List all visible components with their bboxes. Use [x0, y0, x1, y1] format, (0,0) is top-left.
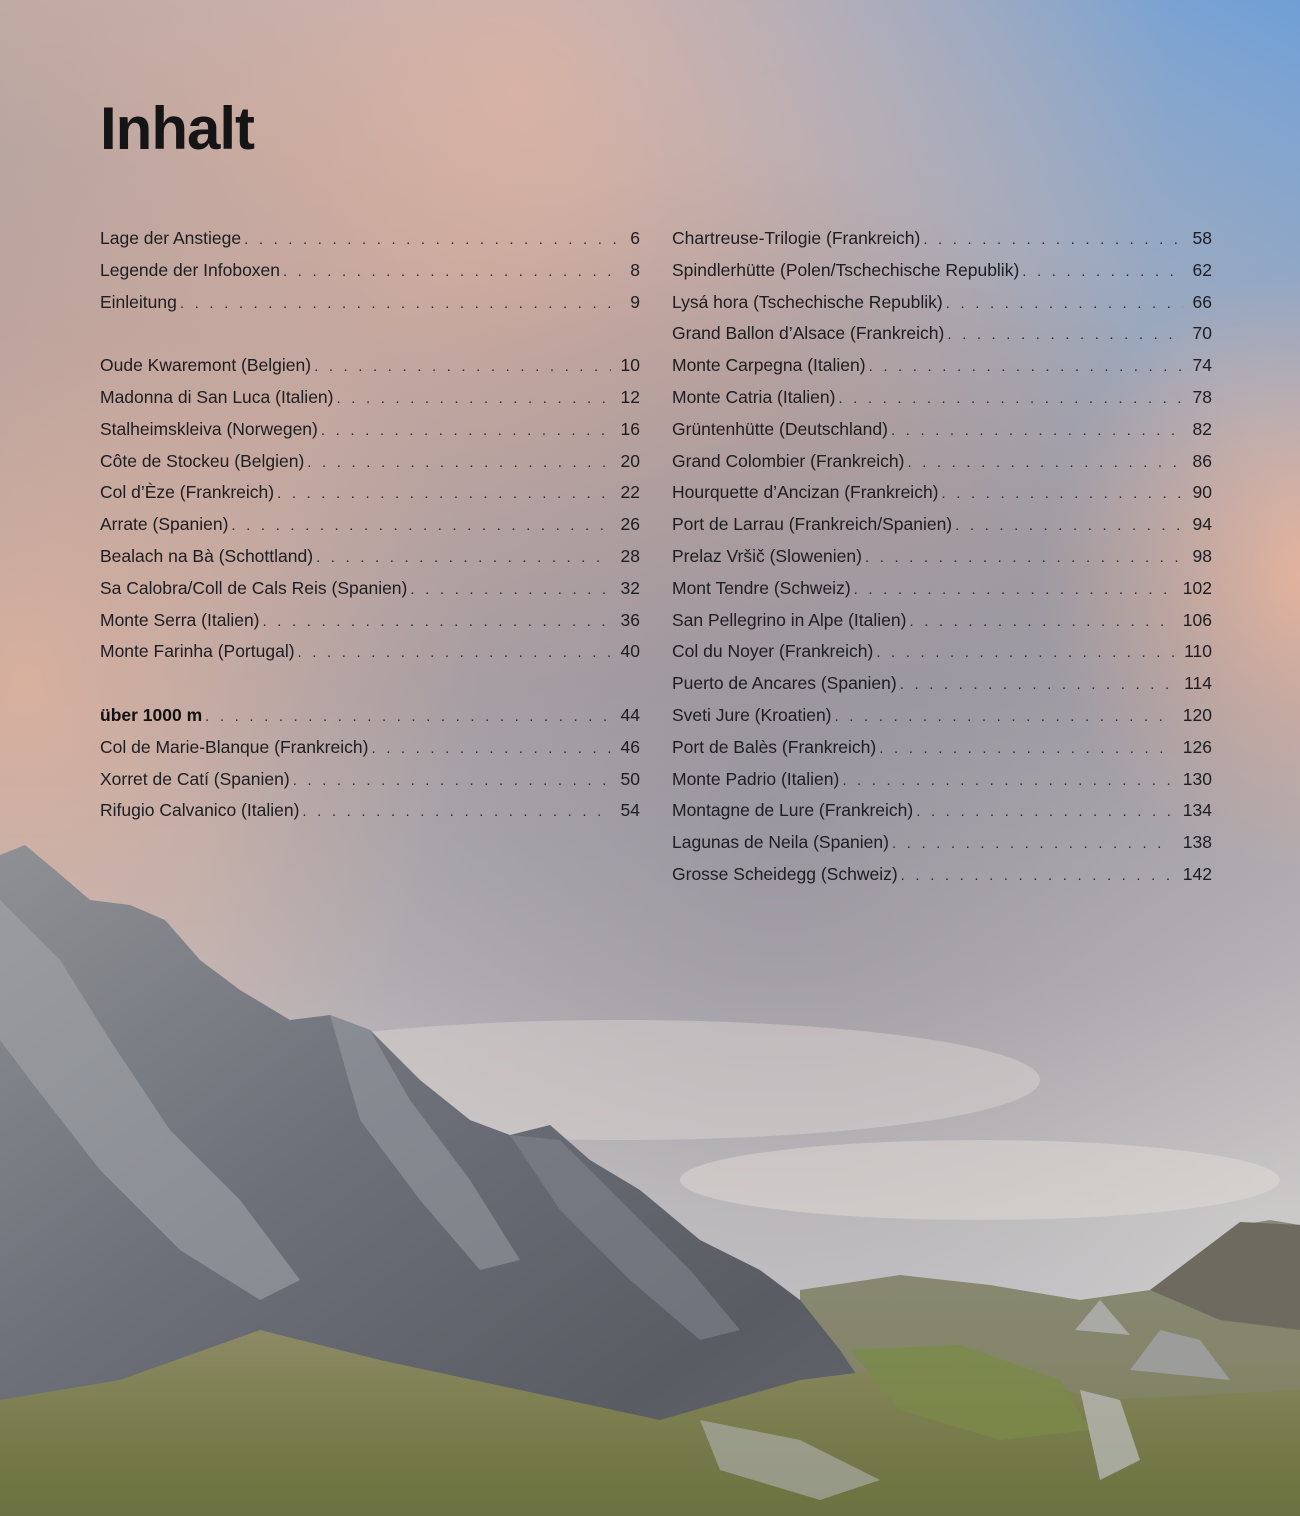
toc-entry-page: 62	[1192, 259, 1212, 280]
toc-entry-title: Monte Padrio (Italien)	[672, 768, 840, 789]
toc-entry[interactable]	[672, 477, 1212, 509]
dot-leader	[909, 606, 1172, 638]
toc-entry-page: 134	[1182, 800, 1212, 821]
dot-leader	[307, 447, 610, 479]
toc-entry-title: Monte Carpegna (Italien)	[672, 355, 866, 376]
toc-entry[interactable]	[100, 541, 640, 573]
toc-entry-page: 142	[1182, 863, 1212, 884]
toc-entry[interactable]	[672, 414, 1212, 446]
toc-entry[interactable]	[672, 446, 1212, 478]
toc-entry-title: Stalheimskleiva (Norwegen)	[100, 418, 318, 439]
toc-entry-page: 26	[620, 514, 640, 535]
toc-entry-page: 8	[630, 259, 640, 280]
toc-entry-title: Port de Larrau (Frankreich/Spanien)	[672, 514, 953, 535]
toc-entry-title: Chartreuse-Trilogie (Frankreich)	[672, 228, 921, 248]
dot-leader	[231, 510, 610, 542]
dot-leader	[321, 415, 611, 447]
toc-entry-page: 28	[620, 545, 640, 566]
toc-entry-page: 40	[620, 641, 640, 662]
toc-entry[interactable]	[672, 732, 1212, 764]
toc-entry[interactable]	[672, 541, 1212, 573]
toc-entry[interactable]	[672, 509, 1212, 541]
toc-entry-page: 70	[1192, 323, 1212, 344]
toc-entry-page: 106	[1182, 609, 1212, 630]
dot-leader	[947, 319, 1182, 351]
toc-entry-page: 44	[620, 704, 640, 725]
toc-entry-title: San Pellegrino in Alpe (Italien)	[672, 609, 907, 630]
toc-entry[interactable]	[672, 859, 1212, 891]
toc-entry-title: Hourquette d’Ancizan (Frankreich)	[672, 482, 939, 503]
toc-entry[interactable]	[672, 605, 1212, 637]
toc-entry-page: 54	[620, 800, 640, 821]
toc-entry[interactable]	[100, 255, 640, 287]
dot-leader	[865, 542, 1183, 574]
toc-entry-page: 66	[1192, 291, 1212, 312]
toc-entry-page: 20	[620, 450, 640, 471]
toc-entry[interactable]	[100, 605, 640, 637]
dot-leader	[298, 637, 611, 669]
toc-entry-page: 78	[1192, 386, 1212, 407]
toc-entry[interactable]	[100, 636, 640, 668]
dot-leader	[316, 542, 610, 574]
toc-entry[interactable]	[672, 827, 1212, 859]
toc-entry[interactable]	[100, 350, 640, 382]
toc-entry-title: Grand Colombier (Frankreich)	[672, 450, 905, 471]
toc-entry-page: 50	[620, 768, 640, 789]
dot-leader	[835, 701, 1173, 733]
toc-entry-title: Spindlerhütte (Polen/Tschechische Republik)	[672, 259, 1020, 280]
toc-entry-page: 114	[1184, 673, 1212, 694]
toc-entry-title: Monte Farinha (Portugal)	[100, 641, 295, 662]
toc-entry-title: Oude Kwaremont (Belgien)	[100, 355, 312, 376]
dot-leader	[293, 765, 611, 797]
toc-entry[interactable]	[672, 223, 1212, 255]
section-spacer	[100, 318, 640, 350]
toc-left-column	[100, 223, 640, 827]
toc-entry-title: Madonna di San Luca (Italien)	[100, 386, 334, 407]
toc-entry[interactable]	[100, 477, 640, 509]
toc-entry-page: 58	[1192, 228, 1212, 248]
toc-entry[interactable]	[100, 382, 640, 414]
dot-leader	[314, 351, 610, 383]
toc-entry-page: 126	[1182, 736, 1212, 757]
dot-leader	[277, 478, 610, 510]
toc-entry-title: Prelaz Vršič (Slowenien)	[672, 545, 862, 566]
toc-entry[interactable]	[672, 350, 1212, 382]
dot-leader	[876, 637, 1174, 669]
toc-entry[interactable]	[100, 446, 640, 478]
toc-entry[interactable]	[100, 414, 640, 446]
toc-entry-page: 32	[620, 577, 640, 598]
toc-entry-title: Monte Serra (Italien)	[100, 609, 260, 630]
dot-leader	[1022, 256, 1182, 288]
toc-entry-title: Grosse Scheidegg (Schweiz)	[672, 863, 898, 884]
toc-entry[interactable]	[100, 287, 640, 319]
toc-entry-title: Mont Tendre (Schweiz)	[672, 577, 851, 598]
toc-entry-title: Lysá hora (Tschechische Republik)	[672, 291, 943, 312]
toc-entry[interactable]	[100, 732, 640, 764]
dot-leader	[302, 796, 610, 828]
toc-right-column	[672, 223, 1212, 891]
dot-leader	[263, 606, 611, 638]
section-spacer	[100, 668, 640, 700]
toc-entry[interactable]	[672, 382, 1212, 414]
toc-entry[interactable]	[100, 573, 640, 605]
dot-leader	[923, 224, 1182, 256]
dot-leader	[892, 828, 1173, 860]
toc-entry-title: Einleitung	[100, 291, 177, 312]
toc-entry-page: 90	[1192, 482, 1212, 503]
dot-leader	[891, 415, 1183, 447]
dot-leader	[205, 701, 610, 733]
toc-entry-page: 22	[620, 482, 640, 503]
toc-entry-title: Xorret de Catí (Spanien)	[100, 768, 290, 789]
toc-entry-title: Côte de Stockeu (Belgien)	[100, 450, 305, 471]
toc-entry[interactable]	[672, 318, 1212, 350]
toc-entry[interactable]	[672, 700, 1212, 732]
toc-entry-title: Lage der Anstiege	[100, 228, 242, 248]
toc-entry-page: 138	[1182, 832, 1212, 853]
toc-entry-title: Legende der Infoboxen	[100, 259, 281, 280]
toc-entry-title: Col d’Èze (Frankreich)	[100, 482, 275, 503]
toc-entry[interactable]	[672, 573, 1212, 605]
dot-leader	[180, 288, 620, 320]
dot-leader	[900, 669, 1174, 701]
toc-entry-page: 6	[630, 228, 640, 248]
toc-entry[interactable]	[672, 287, 1212, 319]
toc-entry-page: 130	[1182, 768, 1212, 789]
toc-entry-page: 9	[630, 291, 640, 312]
dot-leader	[244, 224, 620, 256]
toc-entry[interactable]	[672, 764, 1212, 796]
toc-entry-title: Puerto de Ancares (Spanien)	[672, 673, 897, 694]
toc-entry-page: 10	[620, 355, 640, 376]
toc-entry[interactable]	[100, 764, 640, 796]
page-title: Inhalt	[100, 95, 254, 162]
toc-entry[interactable]	[672, 795, 1212, 827]
dot-leader	[854, 574, 1173, 606]
toc-entry[interactable]	[672, 636, 1212, 668]
toc-entry-page: 82	[1192, 418, 1212, 439]
dot-leader	[869, 351, 1183, 383]
toc-entry-page: 94	[1192, 514, 1212, 535]
dot-leader	[283, 256, 620, 288]
toc-entry[interactable]	[100, 795, 640, 827]
toc-entry-title: Grüntenhütte (Deutschland)	[672, 418, 888, 439]
toc-entry[interactable]	[672, 255, 1212, 287]
toc-entry-page: 98	[1192, 545, 1212, 566]
toc-entry-page: 12	[620, 386, 640, 407]
dot-leader	[842, 765, 1172, 797]
toc-entry-title: Port de Balès (Frankreich)	[672, 736, 877, 757]
dot-leader	[907, 447, 1182, 479]
toc-entry-page: 36	[620, 609, 640, 630]
toc-entry-title: Grand Ballon d’Alsace (Frankreich)	[672, 323, 945, 344]
dot-leader	[371, 733, 610, 765]
dot-leader	[336, 383, 610, 415]
toc-entry-page: 16	[620, 418, 640, 439]
toc-entry-title: Rifugio Calvanico (Italien)	[100, 800, 300, 821]
dot-leader	[916, 796, 1173, 828]
dot-leader	[946, 288, 1183, 320]
toc-section-heading[interactable]	[100, 700, 640, 732]
dot-leader	[410, 574, 610, 606]
toc-entry-title: Sa Calobra/Coll de Cals Reis (Spanien)	[100, 577, 408, 598]
dot-leader	[955, 510, 1182, 542]
toc-entry-page: 110	[1184, 641, 1212, 662]
toc-entry-page: 46	[620, 736, 640, 757]
toc-entry-title: Lagunas de Neila (Spanien)	[672, 832, 889, 853]
toc-entry-title: Montagne de Lure (Frankreich)	[672, 800, 914, 821]
toc-entry-title: Col du Noyer (Frankreich)	[672, 641, 874, 662]
toc-section-title: über 1000 m	[100, 704, 203, 725]
toc-entry-title: Sveti Jure (Kroatien)	[672, 704, 832, 725]
toc-entry-title: Monte Catria (Italien)	[672, 386, 836, 407]
toc-entry-title: Arrate (Spanien)	[100, 514, 229, 535]
toc-entry-page: 102	[1182, 577, 1212, 598]
toc-entry-title: Col de Marie-Blanque (Frankreich)	[100, 736, 369, 757]
dot-leader	[838, 383, 1182, 415]
dot-leader	[901, 860, 1173, 892]
toc-entry[interactable]	[100, 509, 640, 541]
toc-entry-page: 86	[1192, 450, 1212, 471]
toc-entry-page: 74	[1192, 355, 1212, 376]
toc-entry-title: Bealach na Bà (Schottland)	[100, 545, 314, 566]
toc-entry-page: 120	[1182, 704, 1212, 725]
toc-entry[interactable]	[100, 223, 640, 255]
dot-leader	[879, 733, 1173, 765]
dot-leader	[942, 478, 1183, 510]
toc-entry[interactable]	[672, 668, 1212, 700]
